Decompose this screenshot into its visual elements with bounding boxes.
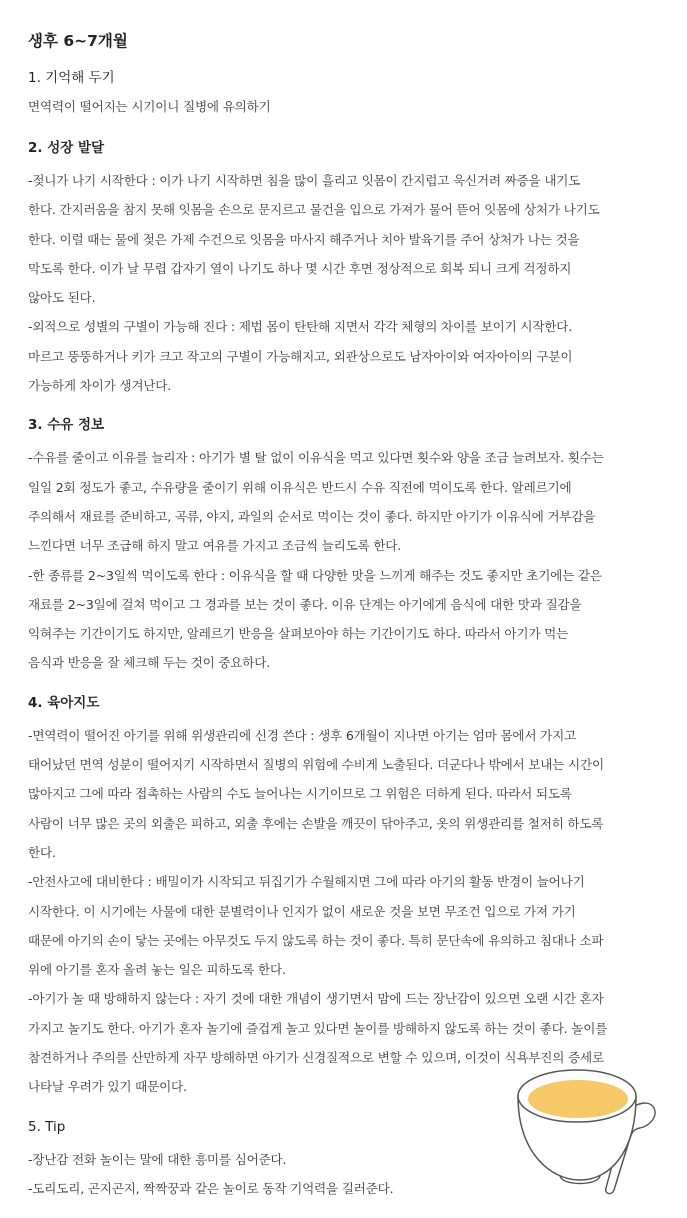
paragraph-line: 시작한다. 이 시기에는 사물에 대한 분별력이나 인지가 없이 새로운 것을 보면 무조건 입으로 가져 가기	[28, 903, 576, 919]
paragraph-line: 않아도 된다.	[28, 290, 96, 306]
paragraph-line: -면역력이 떨어진 아기를 위해 위생관리에 신경 쓴다 : 생후 6개월이 지나면 아기는 엄마 몸에서 가지고	[28, 727, 577, 743]
page-title: 생후 6~7개월	[28, 32, 128, 50]
section-heading: 4. 육아지도	[28, 694, 100, 711]
bowl-and-spoon-icon	[510, 1052, 660, 1202]
paragraph-line: 때문에 아기의 손이 닿는 곳에는 아무것도 두지 않도록 하는 것이 좋다. 특히 문단속에 유의하고 침대나 소파	[28, 932, 604, 948]
paragraph-line: -아기가 놀 때 방해하지 않는다 : 자기 것에 대한 개념이 생기면서 맘에 드는 장난감이 있으면 오랜 시간 혼자	[28, 991, 604, 1007]
section-1	[28, 68, 668, 118]
section-heading: 1. 기억해 두기	[28, 70, 115, 86]
paragraph-line: -도리도리, 곤지곤지, 짝짝꿍과 같은 놀이로 동작 기억력을 길러준다.	[28, 1180, 394, 1196]
paragraph-line: 가능하게 차이가 생겨난다.	[28, 378, 172, 394]
paragraph-line: 태어났던 면역 성분이 떨어지기 시작하면서 질병의 위험에 수비게 노출된다. 더군다나 밖에서 보내는 시간이	[28, 757, 604, 773]
paragraph-line: 참견하거나 주의를 산만하게 자꾸 방해하면 아기가 신경질적으로 변할 수 있으며, 이것이 식욕부진의 증세로	[28, 1050, 604, 1066]
section-4	[28, 693, 668, 1102]
paragraph-line: 음식과 반응을 잘 체크해 두는 것이 중요하다.	[28, 655, 271, 671]
sections-container	[28, 68, 668, 1203]
paragraph-line: 익혀주는 기간이기도 하지만, 알레르기 반응을 살펴보아야 하는 기간이기도 하다. 따라서 아기가 먹는	[28, 626, 569, 642]
paragraph-line: -외적으로 성별의 구별이 가능해 진다 : 제법 몸이 탄탄해 지면서 각각 체형의 차이를 보이기 시작한다.	[28, 319, 573, 335]
section-heading: 5. Tip	[28, 1118, 66, 1135]
paragraph-line: 위에 아기를 혼자 올려 놓는 일은 피하도록 한다.	[28, 962, 286, 978]
section-3	[28, 415, 668, 677]
section-heading: 2. 성장 발달	[28, 140, 105, 156]
paragraph-line: -장난감 전화 놀이는 말에 대한 흥미를 심어준다.	[28, 1151, 287, 1167]
paragraph-line: 한다.	[28, 844, 56, 860]
paragraph-line: -젖니가 나기 시작한다 : 이가 나기 시작하면 침을 많이 흘리고 잇몸이 간지럽고 욱신거려 짜증을 내기도	[28, 173, 581, 188]
paragraph-line: 한다. 간지러움을 참지 못해 잇몸을 손으로 문지르고 물건을 입으로 가져가 물어 뜯어 잇몸에 상처가 나기도	[28, 202, 600, 218]
paragraph-line: 막도록 한다. 이가 날 무렵 갑자기 열이 나기도 하나 몇 시간 후면 정상적으로 회복 되니 크게 걱정하지	[28, 260, 572, 276]
section-2	[28, 138, 668, 400]
paragraph-line: -한 종류를 2~3일씩 먹이도록 한다 : 이유식을 할 때 다양한 맛을 느끼게 해주는 것도 좋지만 초기에는 같은	[28, 567, 602, 583]
section-heading: 3. 수유 정보	[28, 417, 105, 434]
paragraph-line: 일일 2회 정도가 좋고, 수유량을 줄이기 위해 이유식은 반드시 수유 직전에 먹이도록 한다. 알레르기에	[28, 479, 572, 495]
paragraph-line: 주의해서 재료를 준비하고, 곡류, 야지, 과일의 순서로 먹이는 것이 좋다. 하지만 아기가 이유식에 거부감을	[28, 508, 596, 524]
paragraph-line: -안전사고에 대비한다 : 배밀이가 시작되고 뒤집기가 수월해지면 그에 따라 아기의 활동 반경이 늘어나기	[28, 874, 585, 890]
paragraph-line: 사람이 너무 많은 곳의 외출은 피하고, 외출 후에는 손발을 깨끗이 닦아주고, 옷의 위생관리를 철저히 하도록	[28, 815, 604, 831]
paragraph-line: 느낀다면 너무 조급해 하지 말고 여유를 가지고 조금씩 늘리도록 한다.	[28, 538, 402, 554]
paragraph-line: -수유를 줄이고 이유를 늘리자 : 아기가 별 탈 없이 이유식을 먹고 있다면 횟수와 양을 조금 늘려보자. 횟수는	[28, 450, 604, 466]
paragraph-line: 마르고 뚱뚱하거나 키가 크고 작고의 구별이 가능해지고, 외관상으로도 남자아이와 여자아이의 구분이	[28, 348, 573, 364]
paragraph-line: 면역력이 떨어지는 시기이니 질병에 유의하기	[28, 99, 271, 114]
paragraph-line: 나타날 우려가 있기 때문이다.	[28, 1079, 187, 1095]
paragraph-line: 재료를 2~3일에 걸쳐 먹이고 그 경과를 보는 것이 좋다. 이유 단계는 아기에게 음식에 대한 맛과 질감을	[28, 596, 582, 612]
paragraph-line: 많아지고 그에 따라 접촉하는 사람의 수도 늘어나는 시기이므로 그 위험은 더하게 된다. 따라서 되도록	[28, 786, 572, 802]
paragraph-line: 가지고 놀기도 한다. 아기가 혼자 놀기에 즐겁게 놀고 있다면 놀이를 방해하지 않도록 하는 것이 좋다. 놀이를	[28, 1020, 608, 1036]
article	[28, 30, 668, 1218]
paragraph-line: 한다. 이럴 때는 물에 젖은 가제 수건으로 잇몸을 마사지 해주거나 치아 발육기를 주어 상처가 나는 것을	[28, 231, 580, 247]
